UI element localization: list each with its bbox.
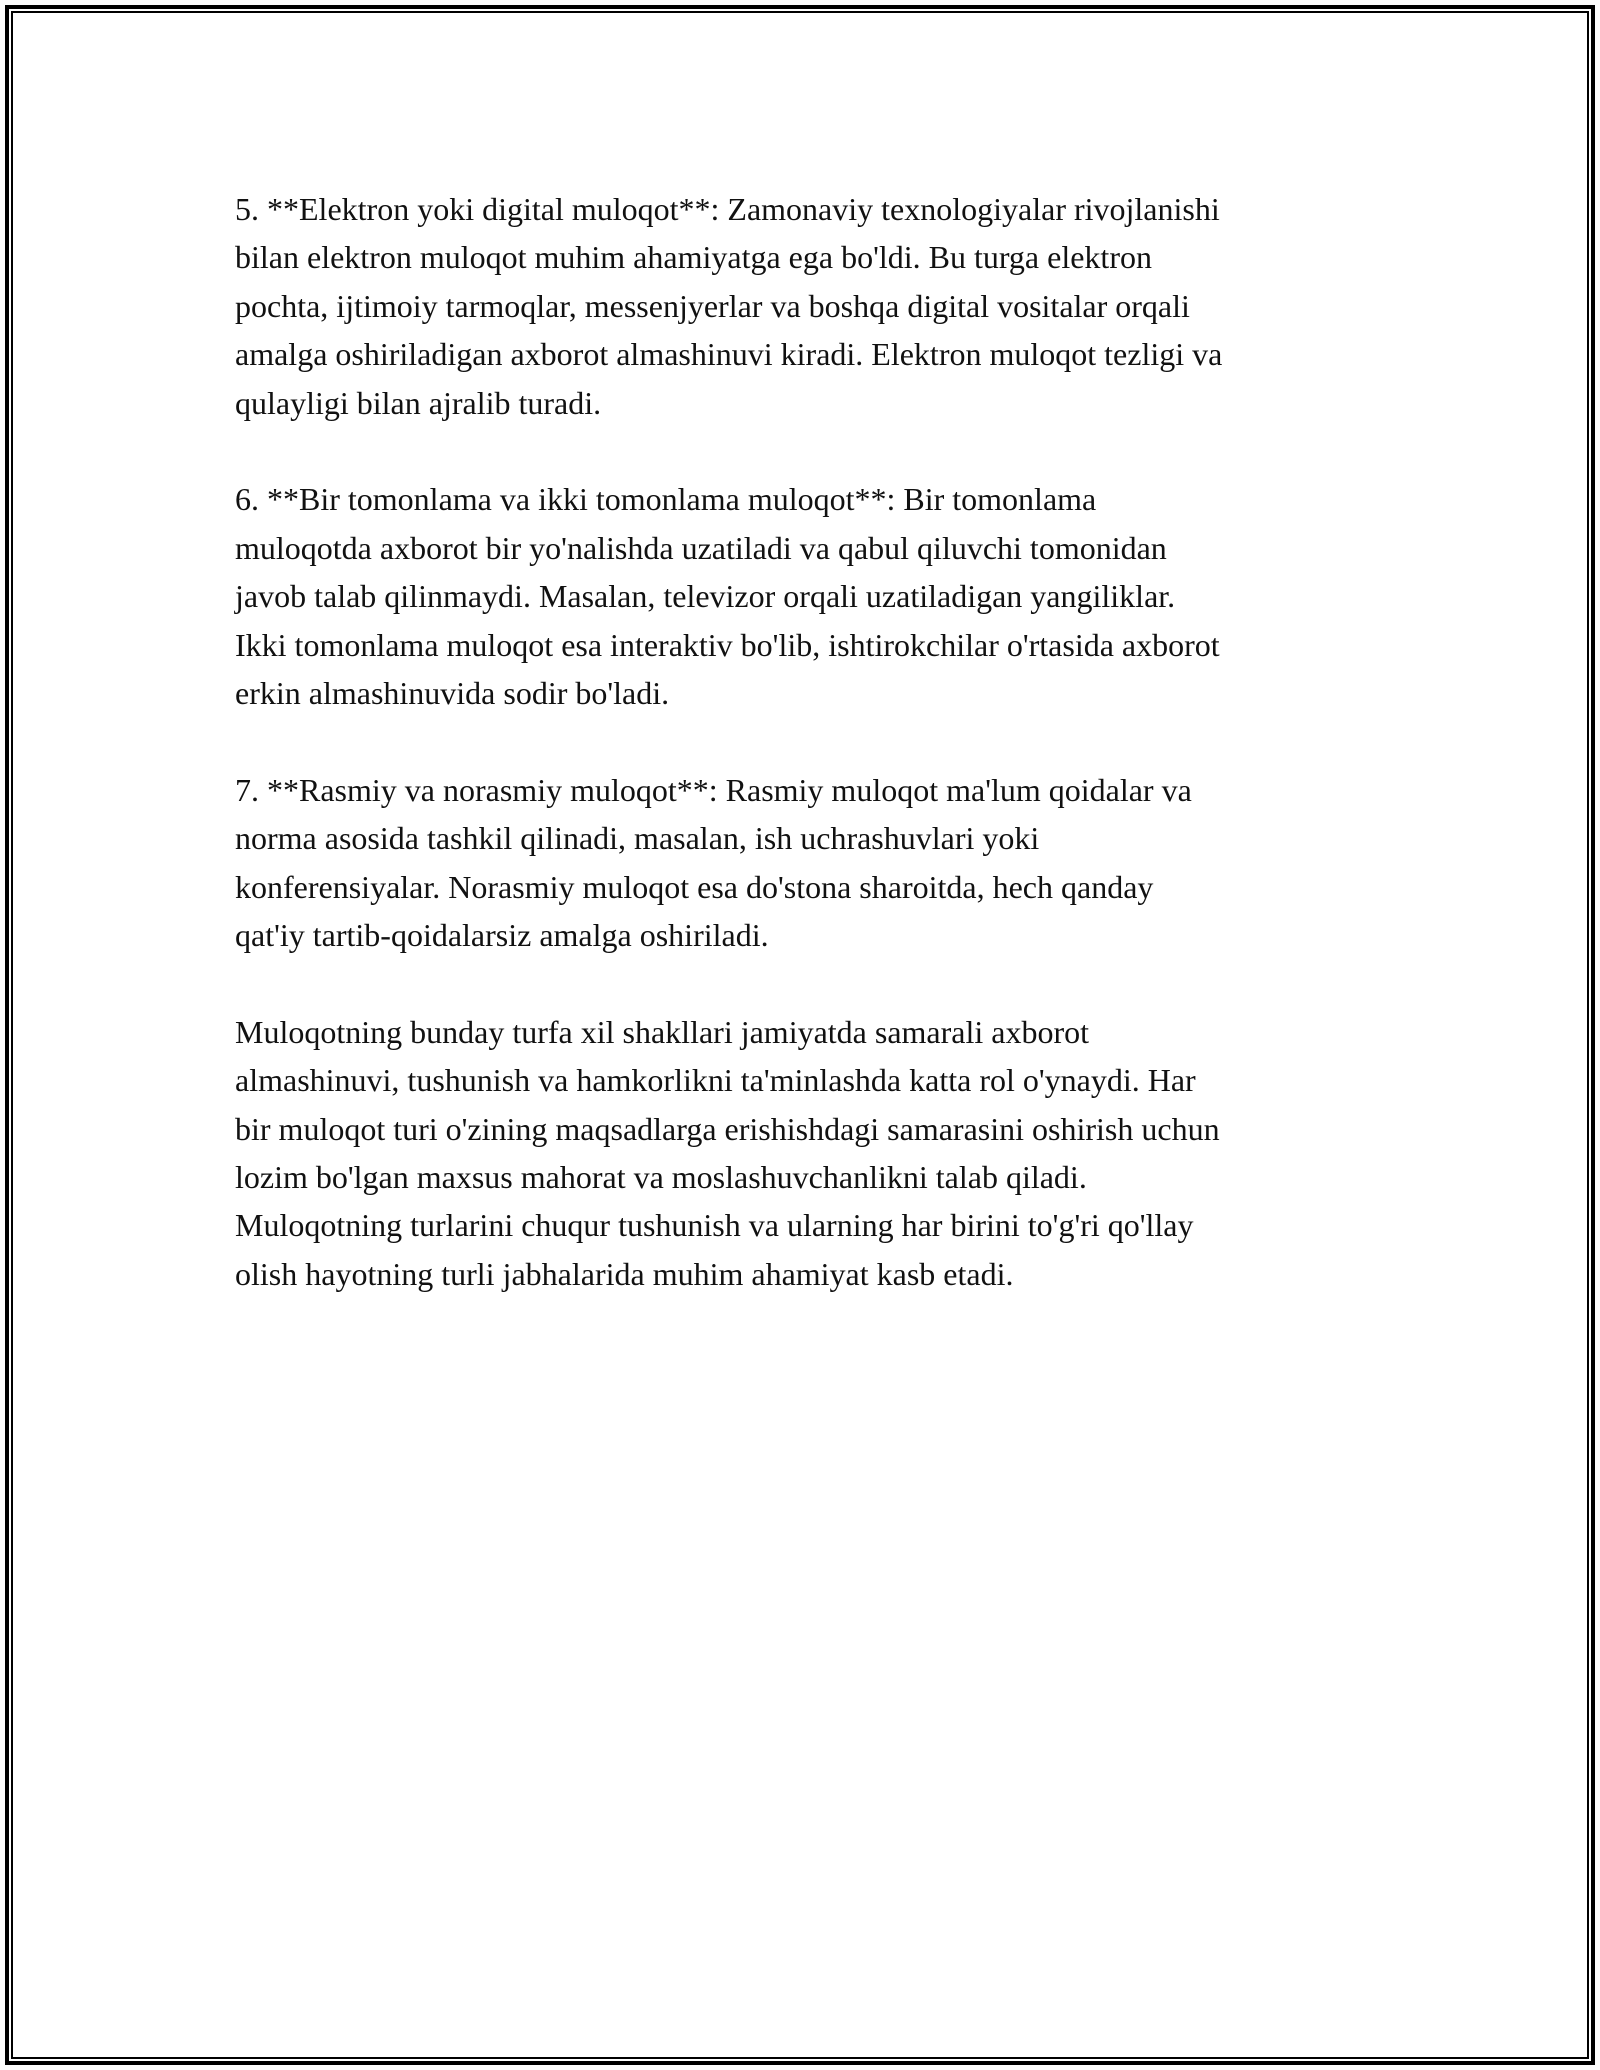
document-body [235, 185, 1375, 1347]
paragraph-conclusion: Muloqotning bunday turfa xil shakllari jamiyatda samarali axborot almashinuvi, tushunish va hamkorlikni ta'minlashda katta rol o'ynaydi. Har bir muloqot turi o'zining maqsadlarga erishishdagi samarasini oshirish uchun lozim bo'lgan maxsus mahorat va moslashuvchanlikni talab qiladi. Muloqotning turlarini chuqur tushunish va ularning har birini to'g'ri qo'llay olish hayotning turli jabhalarida muhim ahamiyat kasb etadi. [235, 1013, 1220, 1292]
paragraph-electronic-communication: 5. **Elektron yoki digital muloqot**: Zamonaviy texnologiyalar rivojlanishi bilan elektron muloqot muhim ahamiyatga ega bo'ldi. Bu turga elektron pochta, ijtimoiy tarmoqlar, messenjyerlar va boshqa digital vositalar orqali amalga oshiriladigan axborot almashinuvi kiradi. Elektron muloqot tezligi va qulayligi bilan ajralib turadi. [235, 191, 1223, 421]
paragraph-formal-informal-communication: 7. **Rasmiy va norasmiy muloqot**: Rasmiy muloqot ma'lum qoidalar va norma asosida tashkil qilinadi, masalan, ish uchrashuvlari yoki konferensiyalar. Norasmiy muloqot esa do'stona sharoitda, hech qanday qat'iy tartib-qoidalarsiz amalga oshiriladi. [235, 771, 1192, 954]
paragraph-one-way-two-way-communication: 6. **Bir tomonlama va ikki tomonlama muloqot**: Bir tomonlama muloqotda axborot bir yo'nalishda uzatiladi va qabul qiluvchi tomonidan javob talab qilinmaydi. Masalan, televizor orqali uzatiladigan yangiliklar. Ikki tomonlama muloqot esa interaktiv bo'lib, ishtirokchilar o'rtasida axborot erkin almashinuvida sodir bo'ladi. [235, 481, 1220, 712]
